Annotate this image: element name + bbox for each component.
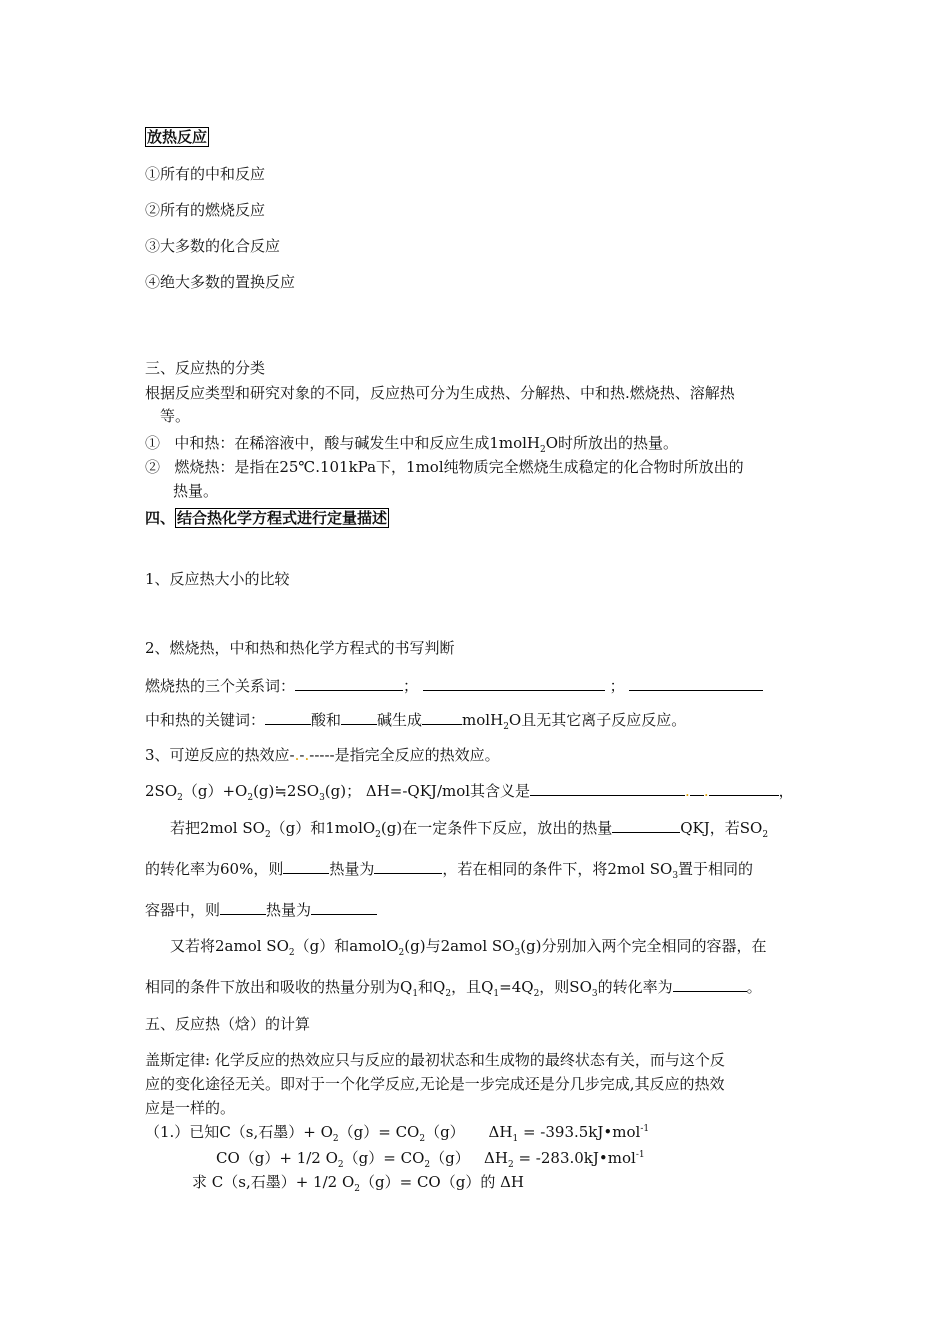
problem-line-3: 容器中，则 热量为: [145, 900, 377, 920]
combustion-keywords-line: 燃烧热的三个关系词： ； ；: [145, 676, 763, 696]
section3-intro: 根据反应类型和研究对象的不同，反应热可分为生成热、分解热、中和热.燃烧热、溶解热: [145, 384, 735, 402]
blank-field: [220, 900, 266, 915]
hess-law-cont: 应的变化途径无关。即对于一个化学反应,无论是一步完成还是分几步完成,其反应的热效: [145, 1075, 725, 1093]
blank-field: [265, 710, 311, 725]
example-eq-1: （1.）已知C（s,石墨）+ $O_2(g)= CO_2(g)$ $\Delta H_1$ = -393.5kJ•mol$^{-1}$: [145, 1123, 650, 1144]
section5-title: 五、反应热（焓）的计算: [145, 1015, 311, 1033]
hess-law: 盖斯定律: 化学反应的热效应只与反应的最初状态和生成物的最终状态有关，而与这个反: [145, 1051, 725, 1069]
section4-item1: 1、反应热大小的比较: [145, 570, 290, 588]
blank-field: [423, 676, 605, 691]
exothermic-item: ②所有的燃烧反应: [145, 201, 266, 219]
exothermic-item: ③大多数的化合反应: [145, 237, 281, 255]
blank-field: [673, 977, 747, 992]
example-eq-2: CO（g）+ 1/2 $O_2(g)= CO_2(g)$ $\Delta H_2$ = -283.0kJ•mol$^{-1}$: [216, 1149, 645, 1170]
problem-line-4: 又若将2amol $SO_2(g)$和amolO$_2$(g)与2amol $SO_3(g)$分别加入两个完全相同的容器，在: [170, 937, 767, 958]
blank-field: [295, 676, 403, 691]
combustion-heat-def-cont: 热量。: [173, 482, 219, 500]
section3-intro-cont: 等。: [160, 407, 191, 425]
combustion-heat-def: ② 燃烧热：是指在25℃.101kPa下，1mol纯物质完全燃烧生成稳定的化合物时所放出的: [145, 458, 744, 476]
blank-field: [709, 781, 779, 796]
hess-law-cont: 应是一样的。: [145, 1099, 236, 1117]
problem-line-1: 若把2mol $SO_2(g)$和1molO$_2$(g)在一定条件下反应，放出的热量 QKJ，若$SO_2$: [170, 819, 769, 840]
blank-field: [311, 900, 377, 915]
problem-line-2: 的转化率为60%，则 热量为 ，若在相同的条件下，将2mol $SO_3$置于相同的: [145, 860, 754, 881]
blank-field: [629, 676, 763, 691]
section3-title: 三、反应热的分类: [145, 359, 266, 377]
neutral-keywords-line: 中和热的关键词： 酸和 碱生成 molH$_2$O且无其它离子反应反应。: [145, 711, 687, 732]
exothermic-item: ①所有的中和反应: [145, 165, 266, 183]
section4-title: 四、 结合热化学方程式进行定量描述: [145, 509, 388, 527]
blank-field: [612, 818, 680, 833]
blank-field: [341, 710, 377, 725]
exothermic-heading: 放热反应: [147, 128, 208, 146]
blank-field: [283, 859, 329, 874]
blank-field: [530, 781, 685, 796]
exothermic-item: ④绝大多数的置换反应: [145, 273, 296, 291]
section4-item2: 2、燃烧热，中和热和热化学方程式的书写判断: [145, 639, 455, 657]
blank-field: [374, 859, 442, 874]
section4-item3: 3、可逆反应的热效应-.-.-----是指完全反应的热效应。: [145, 746, 500, 764]
equation-line: $2SO_2(g)+O_2(g)≒2SO_3(g)$； ΔH=-QKJ/mol其含义是 . . ，: [145, 782, 794, 803]
blank-field: [690, 781, 704, 796]
example-question: 求 C（s,石墨）+ 1/2 $O_2(g)= CO(g)$的 ΔH: [192, 1173, 524, 1194]
blank-field: [422, 710, 462, 725]
neutralization-heat-def: ① 中和热：在稀溶液中，酸与碱发生中和反应生成1molH$_2$O时所放出的热量。: [145, 434, 679, 455]
problem-line-5: 相同的条件下放出和吸收的热量分别为$Q_1$和$Q_2$，且$Q_1=4Q_2$，则$SO_3$的转化率为 。: [145, 978, 762, 999]
